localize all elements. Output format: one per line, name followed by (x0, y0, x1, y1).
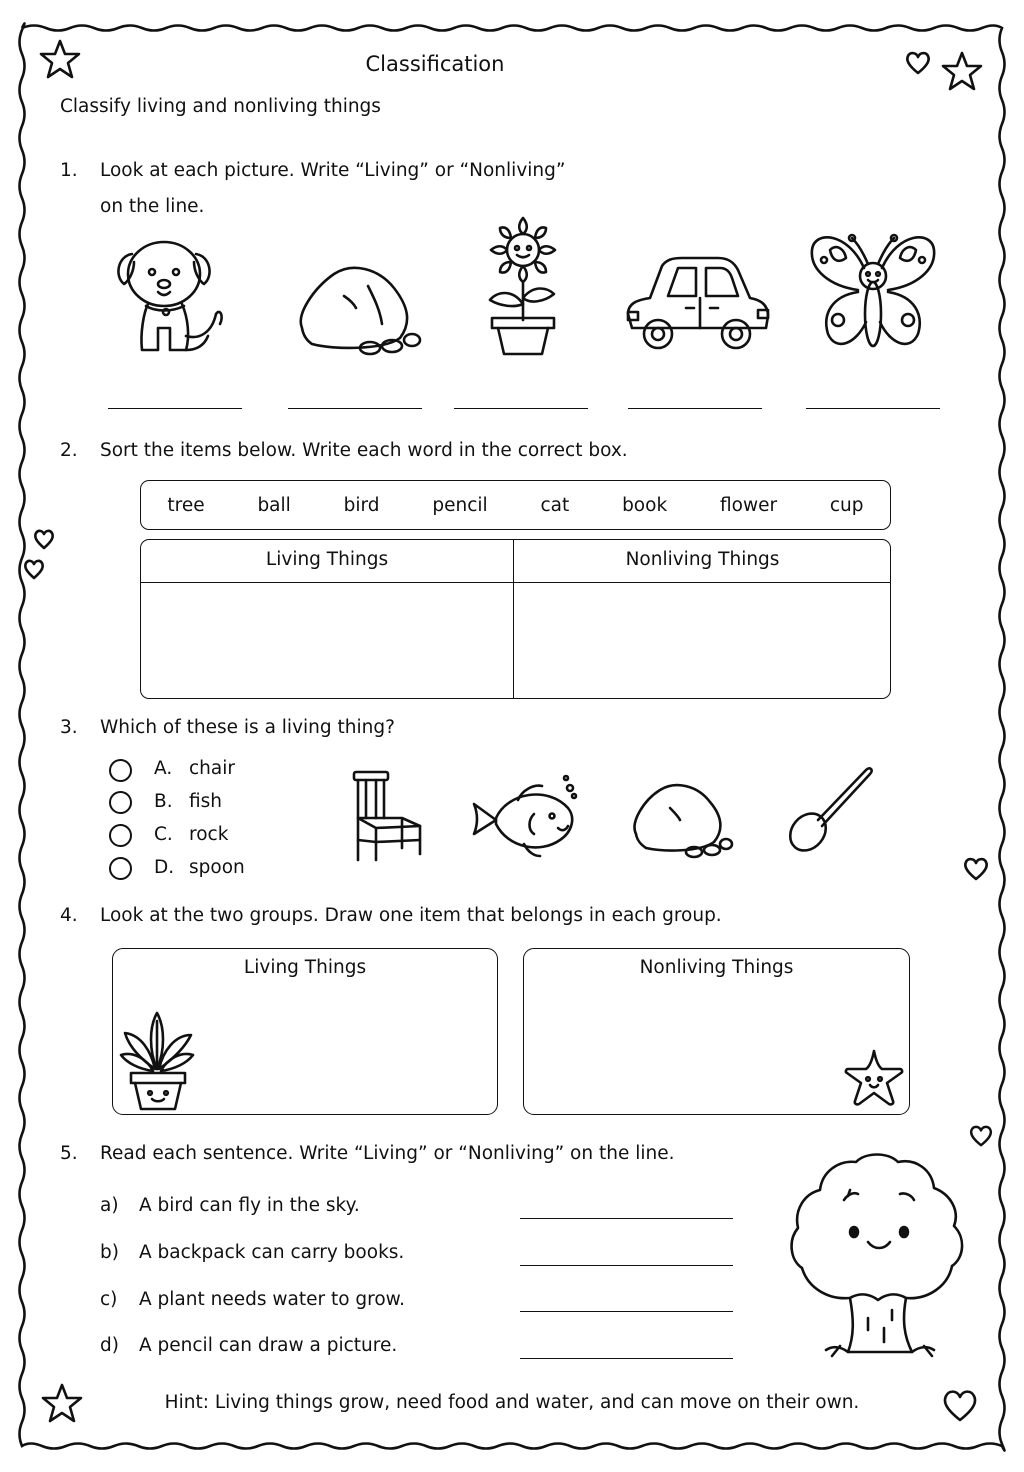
q1-answer-line-rock[interactable] (288, 408, 422, 409)
sentence-c-text: A plant needs water to grow. (139, 1289, 405, 1310)
potted-plant-icon (119, 1011, 195, 1111)
car-icon (622, 252, 772, 352)
nonliving-drawing-box-header: Nonliving Things (639, 957, 794, 978)
sentence-c-answer-line[interactable] (520, 1311, 733, 1312)
option-a-radio[interactable] (109, 759, 132, 782)
chair-icon (350, 770, 424, 862)
option-d-letter: D. (154, 857, 175, 878)
q1-answer-line-butterfly[interactable] (806, 408, 940, 409)
tree-icon (788, 1150, 968, 1364)
word-bank-item: cup (829, 494, 864, 516)
sort-table-nonliving-header: Nonliving Things (625, 549, 780, 570)
option-b-radio[interactable] (109, 791, 132, 814)
star-icon (940, 50, 984, 94)
question-5-text: Read each sentence. Write “Living” or “Nonliving” on the line. (100, 1143, 675, 1164)
question-1-number: 1. (60, 160, 78, 181)
rock-icon (294, 264, 424, 354)
star-icon (842, 1047, 906, 1109)
sort-nonliving-answer-area[interactable] (519, 586, 885, 694)
option-d-radio[interactable] (109, 857, 132, 880)
sort-living-answer-area[interactable] (145, 586, 509, 694)
living-drawing-box[interactable] (112, 948, 498, 1115)
question-2-number: 2. (60, 440, 78, 461)
heart-icon (32, 528, 56, 550)
sentence-a-answer-line[interactable] (520, 1218, 733, 1219)
question-3-number: 3. (60, 717, 78, 738)
spoon-icon (786, 764, 876, 854)
heart-icon (904, 50, 932, 76)
question-1-text: Look at each picture. Write “Living” or “Nonliving” (100, 160, 566, 181)
flower-pot-icon (478, 208, 568, 358)
dog-icon (112, 232, 232, 356)
sentence-b-answer-line[interactable] (520, 1265, 733, 1266)
sort-table-living-header: Living Things (265, 549, 389, 570)
option-b-letter: B. (154, 791, 173, 812)
q1-answer-line-flower[interactable] (454, 408, 588, 409)
sentence-a-letter: a) (100, 1195, 119, 1216)
sort-table-header-rule (141, 582, 890, 583)
heart-icon (968, 1124, 994, 1148)
word-bank-item: bird (343, 494, 380, 516)
word-bank-item: pencil (432, 494, 488, 516)
rock-icon (630, 782, 734, 858)
sentence-a-text: A bird can fly in the sky. (139, 1195, 360, 1216)
q1-answer-line-car[interactable] (628, 408, 762, 409)
option-c-radio[interactable] (109, 824, 132, 847)
option-a-label: chair (189, 758, 235, 779)
sentence-d-text: A pencil can draw a picture. (139, 1335, 398, 1356)
word-bank-item: ball (257, 494, 291, 516)
question-4-number: 4. (60, 905, 78, 926)
word-bank-item: book (622, 494, 668, 516)
page-subtitle: Classify living and nonliving things (60, 96, 381, 117)
sort-table-divider (513, 540, 514, 698)
option-b-label: fish (189, 791, 223, 812)
sentence-c-letter: c) (100, 1289, 118, 1310)
fish-icon (468, 772, 584, 862)
heart-icon (962, 856, 990, 882)
option-c-letter: C. (154, 824, 173, 845)
nonliving-drawing-box[interactable] (523, 948, 910, 1115)
question-1-text-line2: on the line. (100, 196, 205, 217)
sort-table (140, 539, 891, 699)
word-bank-item: flower (719, 494, 778, 516)
word-bank-item: cat (540, 494, 570, 516)
question-4-text: Look at the two groups. Draw one item that belongs in each group. (100, 905, 722, 926)
question-2-text: Sort the items below. Write each word in the correct box. (100, 440, 628, 461)
question-3-text: Which of these is a living thing? (100, 717, 395, 738)
word-bank (140, 480, 891, 530)
word-bank-item: tree (167, 494, 205, 516)
option-a-letter: A. (154, 758, 173, 779)
butterfly-icon (808, 230, 938, 354)
sentence-d-answer-line[interactable] (520, 1358, 733, 1359)
sentence-b-text: A backpack can carry books. (139, 1242, 405, 1263)
hint-text: Hint: Living things grow, need food and water, and can move on their own. (164, 1392, 860, 1413)
sentence-b-letter: b) (100, 1242, 119, 1263)
sentence-d-letter: d) (100, 1335, 119, 1356)
page-title: Classification (365, 52, 505, 76)
q1-answer-line-dog[interactable] (108, 408, 242, 409)
heart-icon (22, 558, 46, 580)
question-5-number: 5. (60, 1143, 78, 1164)
living-drawing-box-header: Living Things (243, 957, 367, 978)
option-d-label: spoon (189, 857, 245, 878)
option-c-label: rock (189, 824, 229, 845)
